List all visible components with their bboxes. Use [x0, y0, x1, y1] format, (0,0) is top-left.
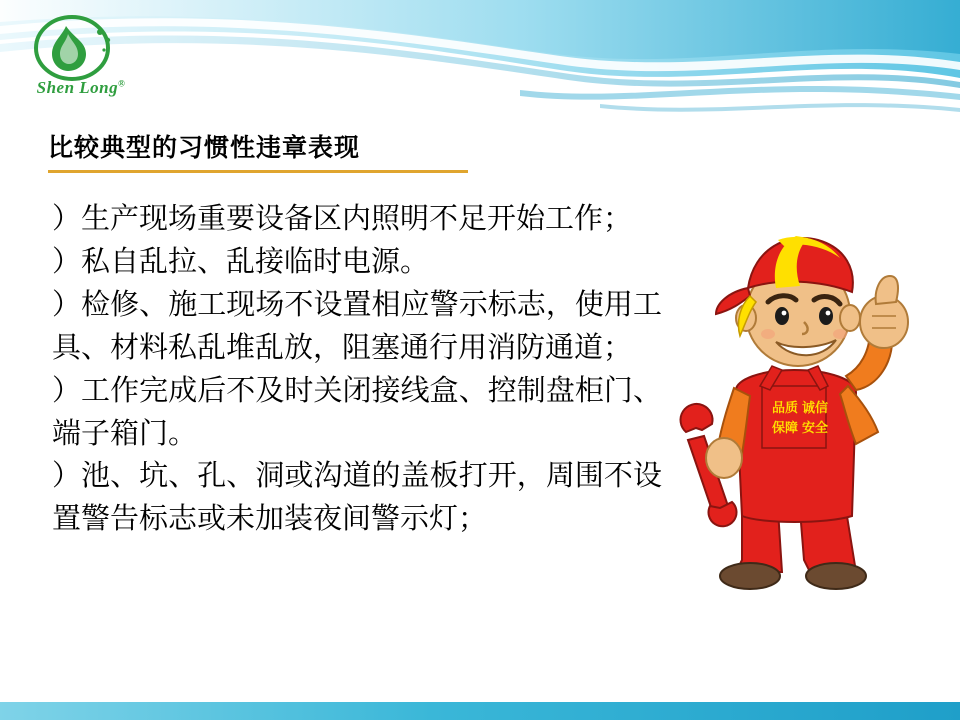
worker-mascot-thumbs-up-illustration	[650, 210, 950, 610]
svg-text:诚信: 诚信	[802, 401, 829, 416]
logo-text: Shen Long	[36, 78, 119, 97]
logo-wordmark	[26, 78, 136, 98]
top-banner-decoration	[0, 0, 960, 120]
thumbs-up-icon	[860, 276, 908, 348]
body-content	[52, 198, 662, 541]
shen-long-logo	[16, 12, 136, 104]
bottom-accent-strip	[0, 702, 960, 720]
page-title: 比较典型的习惯性违章表现	[48, 134, 361, 162]
svg-text:安全: 安全	[802, 421, 829, 436]
logo-registered-mark: ®	[118, 78, 126, 89]
title-underline-rule	[48, 170, 468, 173]
body-line-4: ）工作完成后不及时关闭接线盒、控制盘柜门、端子箱门。	[52, 374, 662, 450]
svg-text:品质: 品质	[772, 401, 799, 416]
svg-text:保障: 保障	[772, 421, 799, 436]
body-line-2: ）私自乱拉、乱接临时电源。	[52, 245, 430, 278]
body-line-1: ）生产现场重要设备区内照明不足开始工作；	[52, 203, 633, 235]
body-line-5: ）池、坑、孔、洞或沟道的盖板打开，周围不设置警告标志或未加装夜间警示灯；	[52, 460, 662, 536]
body-line-3: ）检修、施工现场不设置相应警示标志，使用工具、材料私乱堆乱放，阻塞通行用消防通道；	[52, 288, 662, 364]
